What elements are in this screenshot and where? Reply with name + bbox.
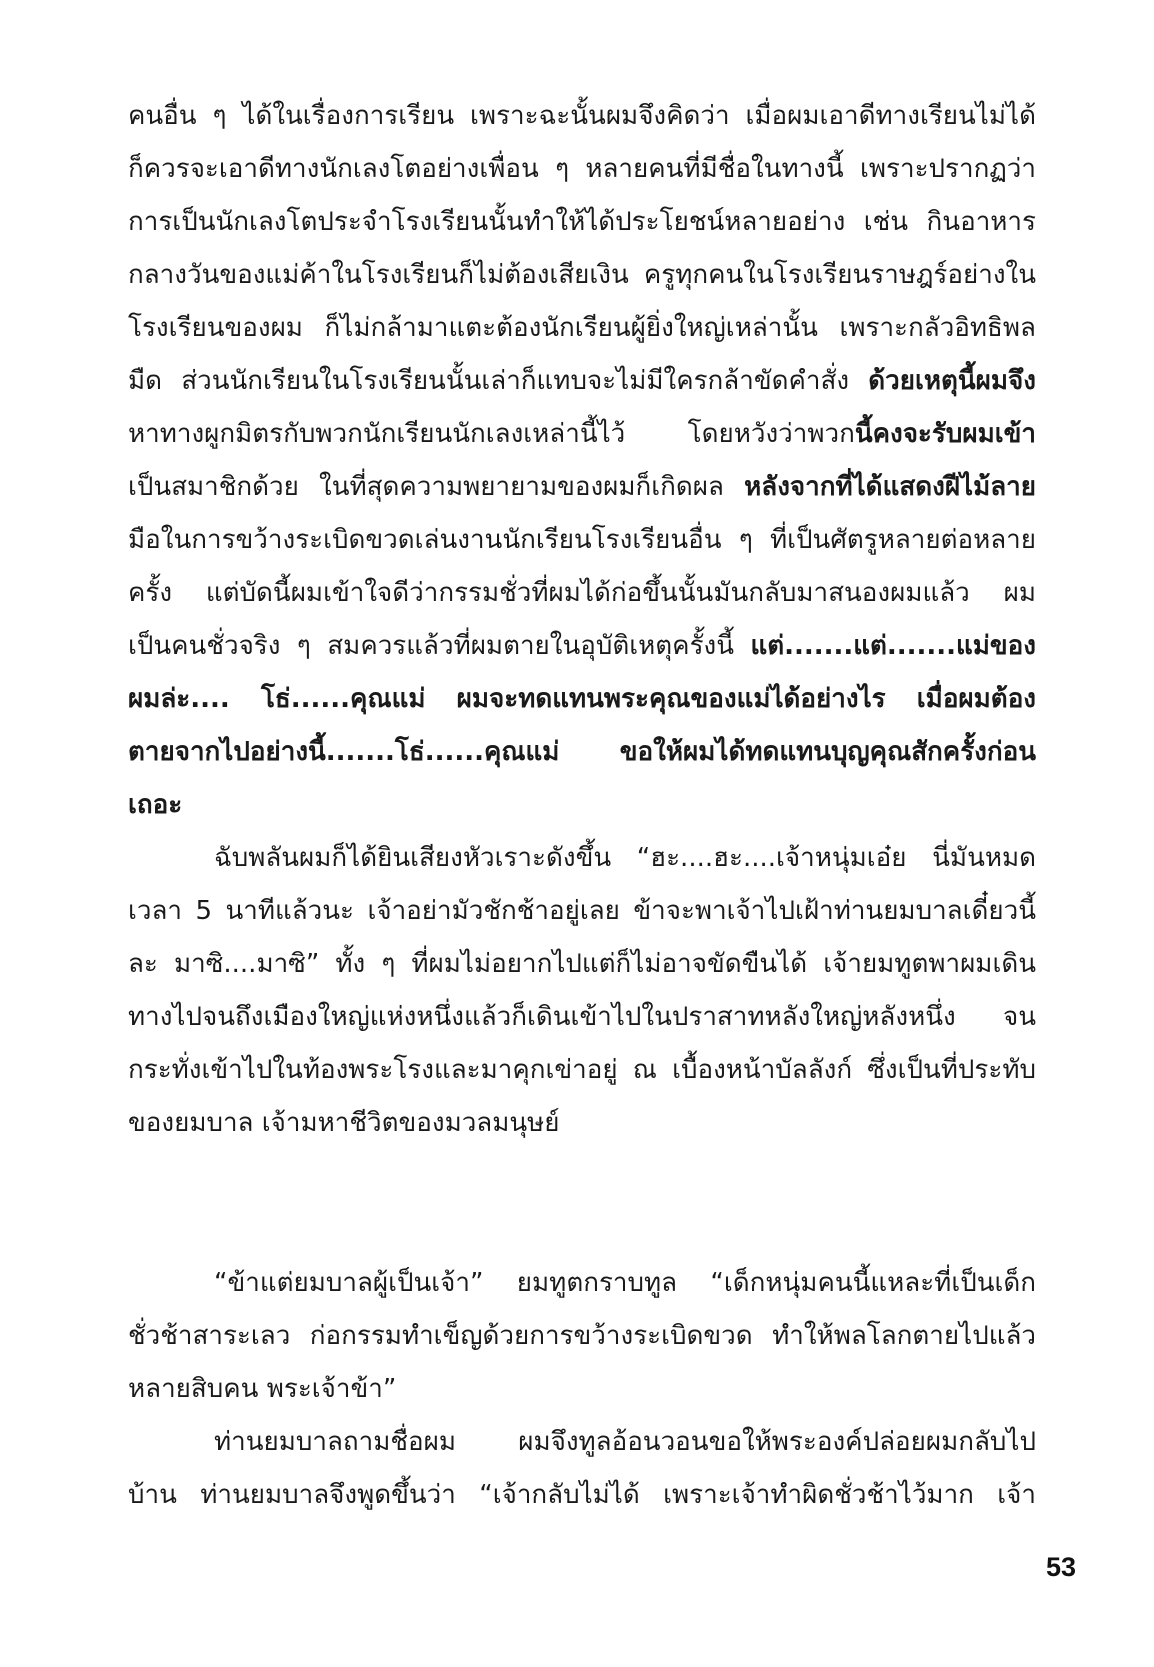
- text-line: [128, 779, 1036, 832]
- text-run: หลายสิบคน พระเจ้าข้า”: [128, 1374, 397, 1404]
- text-line: [128, 673, 1036, 726]
- text-line: [128, 885, 1036, 938]
- page-number: 53: [1046, 1552, 1077, 1582]
- text-run: โรงเรียนของผม ก็ไม่กล้ามาแตะต้องนักเรียนผู้ยิ่งใหญ่เหล่านั้น เพราะกลัวอิทธิพล: [128, 313, 1036, 343]
- text-line: [128, 514, 1036, 567]
- text-run: บ้าน ท่านยมบาลจึงพูดขึ้นว่า “เจ้ากลับไม่ได้ เพราะเจ้าทำผิดชั่วช้าไว้มาก เจ้า: [128, 1480, 1036, 1510]
- text-run: ฉับพลันผมก็ได้ยินเสียงหัวเราะดังขึ้น “ฮะ....ฮะ....เจ้าหนุ่มเอ๋ย นี่มันหมด: [214, 843, 1036, 873]
- text-line: [128, 143, 1036, 196]
- bold-text-run: หลังจากที่ได้แสดงฝีไม้ลาย: [744, 472, 1036, 502]
- text-run: มืด ส่วนนักเรียนในโรงเรียนนั้นเล่าก็แทบจะไม่มีใครกล้าขัดคำสั่ง: [128, 366, 869, 396]
- bold-text-run: ด้วยเหตุนี้ผมจึง: [868, 366, 1036, 396]
- text-line: [128, 90, 1036, 143]
- text-line: [128, 726, 1036, 779]
- bold-text-run: เถอะ: [128, 790, 183, 820]
- text-line: [128, 249, 1036, 302]
- text-run: มือในการขว้างระเบิดขวดเล่นงานนักเรียนโรงเรียนอื่น ๆ ที่เป็นศัตรูหลายต่อหลาย: [128, 525, 1036, 555]
- text-run: ครั้ง แต่บัดนี้ผมเข้าใจดีว่ากรรมชั่วที่ผมได้ก่อขึ้นนั้นมันกลับมาสนองผมแล้ว ผม: [128, 578, 1036, 608]
- bold-text-run: นี้คงจะรับผมเข้า: [854, 419, 1036, 449]
- text-run: ของยมบาล เจ้ามหาชีวิตของมวลมนุษย์: [128, 1108, 560, 1138]
- text-run: ก็ควรจะเอาดีทางนักเลงโตอย่างเพื่อน ๆ หลายคนที่มีชื่อในทางนี้ เพราะปรากฏว่า: [128, 154, 1036, 184]
- text-run: เวลา 5 นาทีแล้วนะ เจ้าอย่ามัวชักช้าอยู่เลย ข้าจะพาเจ้าไปเฝ้าท่านยมบาลเดี๋ยวนี้: [128, 896, 1036, 926]
- text-line: [128, 461, 1036, 514]
- text-run: ชั่วช้าสาระเลว ก่อกรรมทำเข็ญด้วยการขว้างระเบิดขวด ทำให้พลโลกตายไปแล้ว: [128, 1321, 1036, 1351]
- text-line: [128, 1097, 1036, 1150]
- text-line: [128, 832, 1036, 885]
- text-run: ละ มาซิ....มาซิ” ทั้ง ๆ ที่ผมไม่อยากไปแต่ก็ไม่อาจขัดขืนได้ เจ้ายมทูตพาผมเดิน: [128, 949, 1036, 979]
- bold-text-run: แต่.......แต่.......แม่ของ: [750, 631, 1036, 661]
- page-body: [128, 90, 1036, 1522]
- text-run: ท่านยมบาลถามชื่อผม ผมจึงทูลอ้อนวอนขอให้พระองค์ปล่อยผมกลับไป: [214, 1427, 1036, 1457]
- paragraph-gap: [128, 1150, 1036, 1257]
- text-line: [128, 938, 1036, 991]
- text-run: ทางไปจนถึงเมืองใหญ่แห่งหนึ่งแล้วก็เดินเข้าไปในปราสาทหลังใหญ่หลังหนึ่ง จน: [128, 1002, 1036, 1032]
- text-run: เป็นสมาชิกด้วย ในที่สุดความพยายามของผมก็เกิดผล: [128, 472, 745, 502]
- text-run: กลางวันของแม่ค้าในโรงเรียนก็ไม่ต้องเสียเงิน ครูทุกคนในโรงเรียนราษฎร์อย่างใน: [128, 260, 1036, 290]
- text-line: [128, 196, 1036, 249]
- text-line: [128, 1363, 1036, 1416]
- text-line: [128, 1257, 1036, 1310]
- text-line: [128, 408, 1036, 461]
- text-run: คนอื่น ๆ ได้ในเรื่องการเรียน เพราะฉะนั้นผมจึงคิดว่า เมื่อผมเอาดีทางเรียนไม่ได้: [128, 101, 1036, 131]
- text-run: หาทางผูกมิตรกับพวกนักเรียนนักเลงเหล่านี้ไว้ โดยหวังว่าพวก: [128, 419, 855, 449]
- text-line: [128, 1469, 1036, 1522]
- text-line: [128, 302, 1036, 355]
- text-line: [128, 1416, 1036, 1469]
- text-line: [128, 991, 1036, 1044]
- text-line: [128, 355, 1036, 408]
- text-run: กระทั่งเข้าไปในท้องพระโรงและมาคุกเข่าอยู่ ณ เบื้องหน้าบัลลังก์ ซึ่งเป็นที่ประทับ: [128, 1055, 1036, 1085]
- text-run: การเป็นนักเลงโตประจำโรงเรียนนั้นทำให้ได้ประโยชน์หลายอย่าง เช่น กินอาหาร: [128, 207, 1036, 237]
- bold-text-run: ผมล่ะ.... โธ่......คุณแม่ ผมจะทดแทนพระคุณของแม่ได้อย่างไร เมื่อผมต้อง: [128, 684, 1036, 714]
- text-run: “ข้าแต่ยมบาลผู้เป็นเจ้า” ยมทูตกราบทูล “เด็กหนุ่มคนนี้แหละที่เป็นเด็ก: [214, 1268, 1036, 1298]
- text-run: เป็นคนชั่วจริง ๆ สมควรแล้วที่ผมตายในอุบัติเหตุครั้งนี้: [128, 631, 751, 661]
- text-line: [128, 1310, 1036, 1363]
- bold-text-run: ตายจากไปอย่างนี้.......โธ่......คุณแม่ ขอให้ผมได้ทดแทนบุญคุณสักครั้งก่อน: [128, 737, 1036, 767]
- text-line: [128, 567, 1036, 620]
- text-line: [128, 620, 1036, 673]
- text-line: [128, 1044, 1036, 1097]
